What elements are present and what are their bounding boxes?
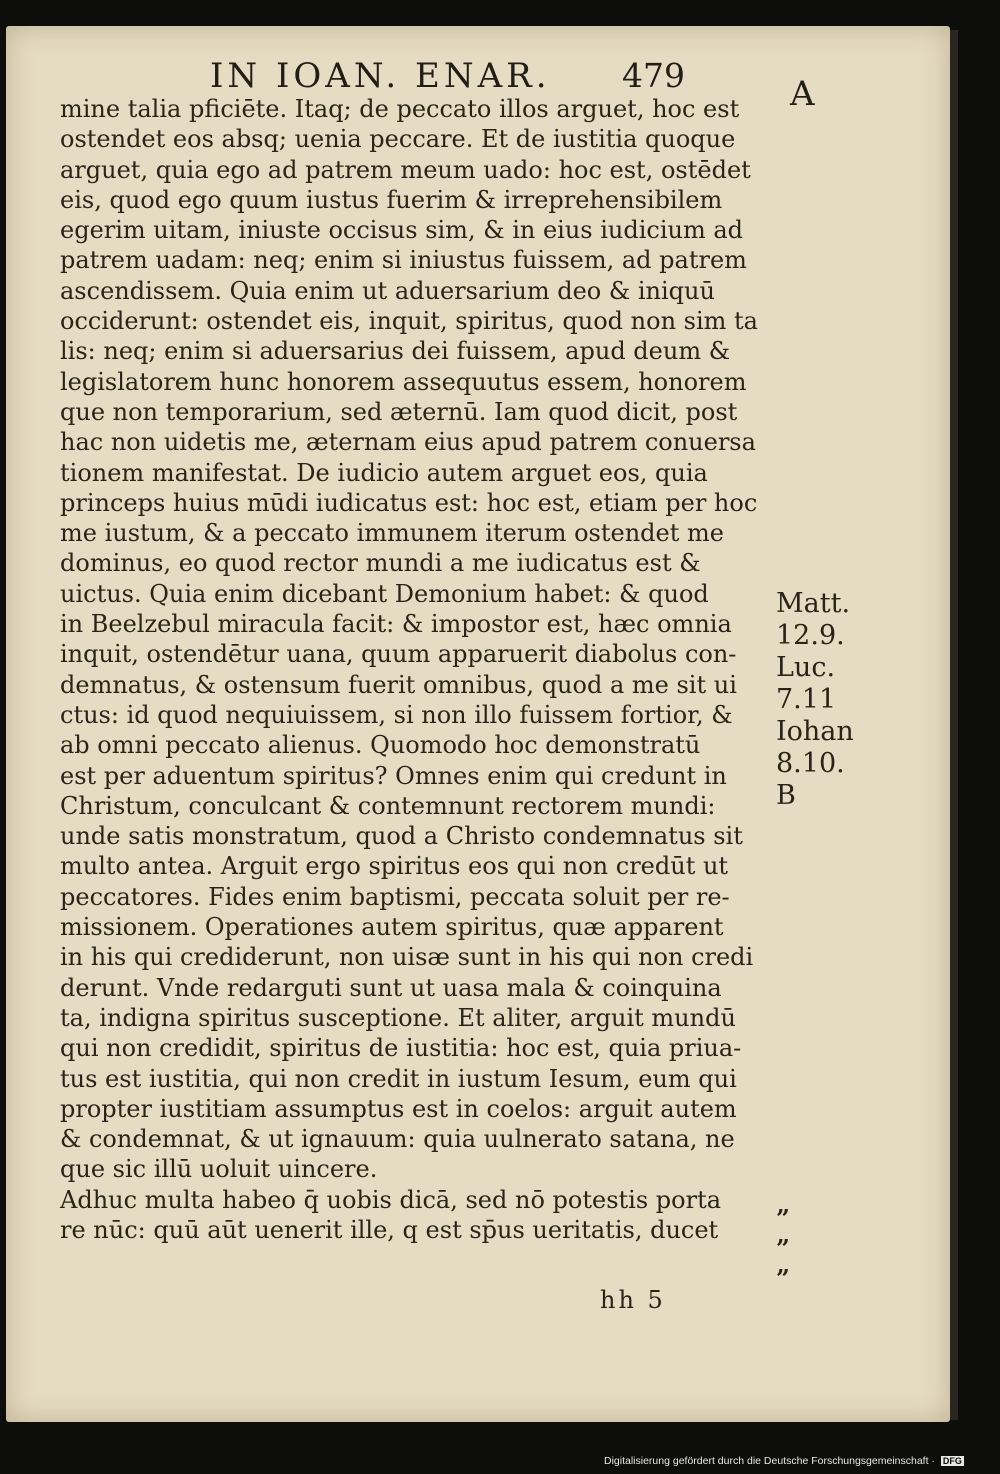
text-line: re nūc: quū aūt uenerit ille, q est sp̄us ueritatis, ducet [60, 1215, 719, 1244]
text-line: missionem. Operationes autem spiritus, quæ apparent [60, 913, 724, 942]
quote-mark: ” [776, 1204, 790, 1233]
marginal-note: Iohan [776, 716, 854, 747]
marginal-note: 12.9. [776, 620, 845, 651]
text-line: in Beelzebul miracula facit: & impostor est, hæc omnia [60, 610, 732, 639]
dfg-footer [604, 1455, 996, 1471]
marginal-note: 8.10. [776, 748, 845, 779]
text-line: inquit, ostendētur uana, quum apparuerit diabolus con- [60, 640, 737, 669]
text-line: que sic illū uoluit uincere. [60, 1155, 378, 1184]
signature-letter: A [790, 74, 815, 114]
text-line: egerim uitam, iniuste occisus sim, & in eius iudicium ad [60, 216, 744, 245]
marginal-references [776, 588, 886, 812]
marginal-note: Luc. [776, 652, 836, 683]
text-line: derunt. Vnde redarguti sunt ut uasa mala & coinquina [60, 973, 722, 1002]
text-line: Christum, conculcant & contemnunt rectorem mundi: [60, 791, 716, 820]
text-line: demnatus, & ostensum fuerit omnibus, quod a me sit ui [60, 670, 737, 699]
text-line: dominus, eo quod rector mundi a me iudicatus est & [60, 549, 701, 578]
text-line: mine talia pficiēte. Itaq; de peccato illos arguet, hoc est [60, 95, 740, 123]
text-line: ostendet eos absq; uenia peccare. Et de iustitia quoque [60, 125, 736, 154]
text-line: occiderunt: ostendet eis, inquit, spiritus, quod non sim ta [60, 307, 758, 336]
text-line: eis, quod ego quum iustus fuerim & irreprehensibilem [60, 185, 723, 214]
page-edge [950, 30, 958, 1420]
text-line: princeps huius mūdi iudicatus est: hoc est, etiam per hoc [60, 488, 758, 517]
text-line: ascendissem. Quia enim ut aduersarium deo & iniquū [60, 276, 715, 305]
text-line: uictus. Quia enim dicebant Demonium habet: & quod [60, 579, 709, 608]
text-line: propter iustitiam assumptus est in coelos: arguit autem [60, 1094, 737, 1123]
text-line: arguet, quia ego ad patrem meum uado: hoc est, ostēdet [60, 155, 751, 184]
text-line: ta, indigna spiritus susceptione. Et aliter, arguit mundū [60, 1003, 736, 1032]
text-line: multo antea. Arguit ergo spiritus eos qui non credūt ut [60, 852, 729, 881]
text-line: legislatorem hunc honorem assequutus essem, honorem [60, 367, 747, 396]
text-line: peccatores. Fides enim baptismi, peccata soluit per re- [60, 882, 730, 911]
text-line: patrem uadam: neq; enim si iniustus fuissem, ad patrem [60, 246, 747, 275]
text-line: in his qui crediderunt, non uisæ sunt in his qui non credi [60, 943, 754, 972]
text-line: ctus: id quod nequiuissem, si non illo fuissem fortior, & [60, 700, 733, 729]
page-number: 479 [622, 56, 685, 95]
quote-mark: ” [776, 1234, 790, 1263]
text-line: me iustum, & a peccato immunem iterum ostendet me [60, 519, 724, 548]
text-line: tus est iustitia, qui non credit in iustum Iesum, eum qui [60, 1064, 737, 1093]
text-line: Adhuc multa habeo q̄ uobis dicā, sed nō potestis porta [60, 1185, 722, 1214]
marginal-note: Matt. [776, 588, 851, 619]
text-line: & condemnat, & ut ignauum: quia uulnerato satana, ne [60, 1125, 735, 1154]
marginal-note: 7.11 [776, 684, 837, 715]
text-line: est per aduentum spiritus? Omnes enim qui credunt in [60, 761, 727, 790]
text-line: unde satis monstratum, quod a Christo condemnatus sit [60, 822, 743, 851]
running-head-title: IN IOAN. ENAR. [210, 56, 551, 96]
text-line: ab omni peccato alienus. Quomodo hoc demonstratū [60, 731, 701, 760]
text-line: tionem manifestat. De iudicio autem arguet eos, quia [60, 458, 708, 487]
running-head [210, 56, 730, 96]
quotation-marks [776, 1204, 836, 1294]
text-line: hac non uidetis me, æternam eius apud patrem conuersa [60, 428, 756, 457]
body-text [60, 94, 780, 1245]
text-line: lis: neq; enim si aduersarius dei fuissem, apud deum & [60, 337, 731, 366]
text-line: qui non credidit, spiritus de iustitia: hoc est, quia priua- [60, 1034, 742, 1063]
footer-text: Digitalisierung gefördert durch die Deutsche Forschungsgemeinschaft · [604, 1455, 935, 1467]
text-line: que non temporarium, sed æternū. Iam quod dicit, post [60, 397, 738, 426]
signature-catchword: hh 5 [600, 1286, 666, 1314]
dfg-logo: DFG [942, 1456, 962, 1466]
marginal-note: B [776, 780, 796, 811]
quote-mark: ” [776, 1264, 790, 1293]
